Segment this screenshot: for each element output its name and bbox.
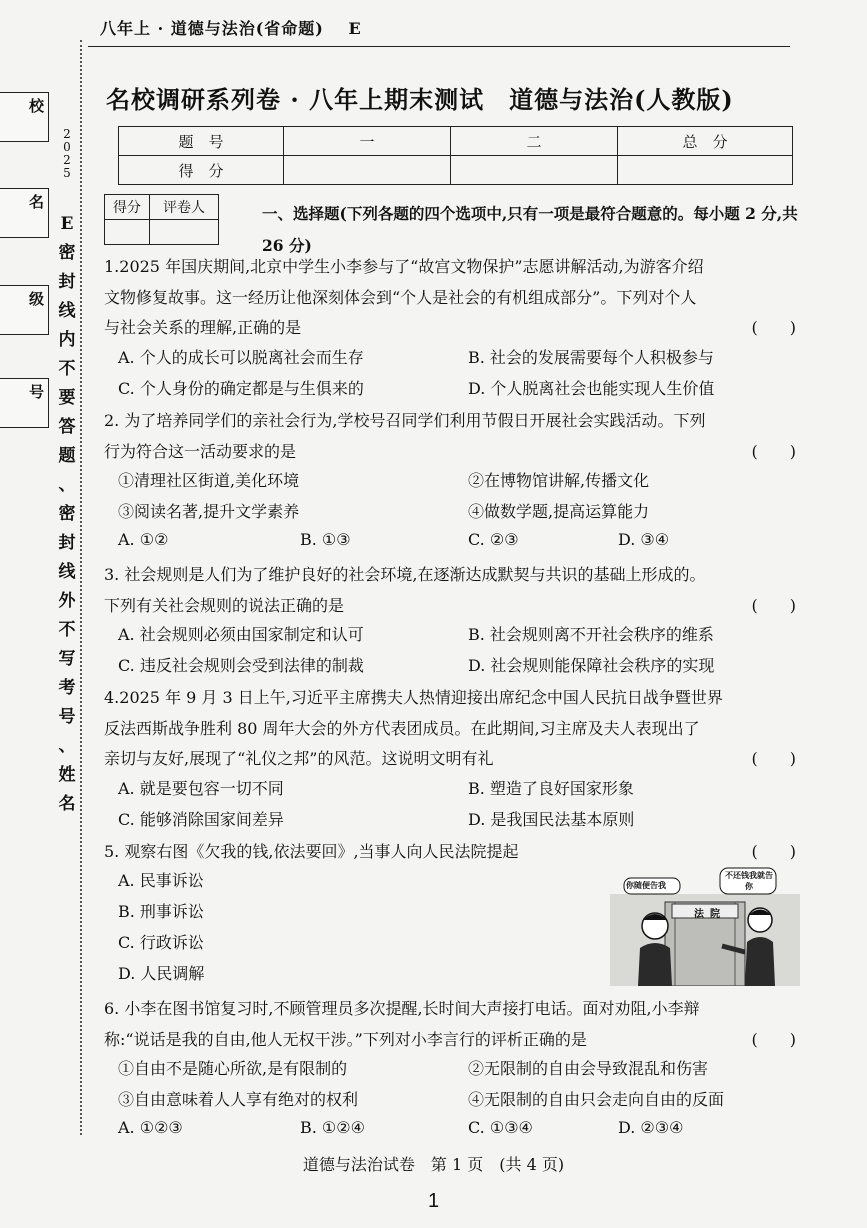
- bubble-right-text: 不还钱我就告你: [725, 870, 773, 891]
- question-line: 与社会关系的理解,正确的是: [104, 318, 302, 337]
- seal-char: 答: [58, 417, 76, 437]
- seal-char: 题: [58, 446, 76, 466]
- seal-dotted-line: [80, 40, 82, 1135]
- option-b[interactable]: B. ①③: [300, 530, 351, 549]
- year-char: 2: [63, 127, 71, 141]
- class-box: [0, 285, 49, 335]
- question-2: [104, 406, 804, 467]
- statement-1: ①自由不是随心所欲,是有限制的: [118, 1059, 348, 1078]
- seal-char: 内: [58, 330, 76, 350]
- statement-2: ②无限制的自由会导致混乱和伤害: [468, 1059, 709, 1078]
- question-4: [104, 683, 804, 775]
- option-d[interactable]: D. 是我国民法基本原则: [468, 810, 635, 829]
- class-label: 级: [28, 290, 44, 308]
- score-header-cell: 题 号: [119, 127, 284, 156]
- statement-4: ④无限制的自由只会走向自由的反面: [468, 1090, 725, 1109]
- option-a[interactable]: A. 个人的成长可以脱离社会而生存: [118, 348, 364, 367]
- seal-char: E: [60, 214, 74, 234]
- seal-char: 、: [58, 736, 76, 756]
- question-line: 6. 小李在图书馆复习时,不顾管理员多次提醒,长时间大声接打电话。面对劝阻,小李辩: [104, 999, 700, 1018]
- score-input-cell[interactable]: [451, 156, 618, 185]
- seal-char: 封: [58, 533, 76, 553]
- year-char: 2: [63, 153, 71, 167]
- statement-3: ③自由意味着人人享有绝对的权利: [118, 1090, 359, 1109]
- question-line: 反法西斯战争胜利 80 周年大会的外方代表团成员。在此期间,习主席及夫人表现出了: [104, 718, 700, 738]
- score-table: [118, 126, 793, 185]
- answer-paren[interactable]: ( ): [751, 1029, 796, 1049]
- statement-4: ④做数学题,提高运算能力: [468, 502, 650, 521]
- vertical-year: [60, 128, 74, 180]
- section-heading: 一、选择题(下列各题的四个选项中,只有一项是最符合题意的。每小题 2 分,共 26 分): [262, 204, 798, 255]
- option-c[interactable]: C. ②③: [468, 530, 519, 549]
- page-number: 1: [427, 1190, 440, 1212]
- answer-paren[interactable]: ( ): [751, 749, 796, 768]
- answer-paren[interactable]: ( ): [751, 842, 796, 861]
- header-series: [100, 16, 362, 39]
- name-box: [0, 188, 49, 238]
- statement-2: ②在博物馆讲解,传播文化: [468, 471, 650, 490]
- question-line: 下列有关社会规则的说法正确的是: [104, 595, 345, 615]
- question-line: 5. 观察右图《欠我的钱,依法要回》,当事人向人民法院提起: [104, 842, 519, 861]
- seal-line-notice: [56, 210, 78, 819]
- cartoon-illustration: [610, 866, 800, 986]
- option-a[interactable]: A. 社会规则必须由国家制定和认可: [118, 625, 364, 644]
- seal-char: 外: [58, 591, 76, 611]
- seal-char: 姓: [58, 765, 76, 785]
- name-label: 名: [28, 193, 44, 211]
- seal-char: 线: [58, 301, 76, 321]
- page-footer: 道德与法治试卷 第 1 页 (共 4 页): [302, 1155, 565, 1174]
- option-b[interactable]: B. 社会的发展需要每个人积极参与: [468, 348, 714, 367]
- grader-score-cell[interactable]: [105, 220, 150, 245]
- option-b[interactable]: B. 塑造了良好国家形象: [468, 779, 634, 798]
- question-line-last: [104, 1025, 804, 1056]
- question-line: 4.2025 年 9 月 3 日上午,习近平主席携夫人热情迎接出席纪念中国人民抗日战争暨世界: [104, 688, 723, 707]
- score-header-cell: 二: [451, 127, 618, 156]
- option-b[interactable]: B. 刑事诉讼: [118, 902, 204, 921]
- option-a[interactable]: A. 民事诉讼: [118, 871, 204, 890]
- option-c[interactable]: C. 能够消除国家间差异: [118, 810, 284, 829]
- question-line-last: [104, 591, 804, 622]
- seal-char: 名: [58, 794, 76, 814]
- grader-name-cell[interactable]: [150, 220, 219, 245]
- question-line: 2. 为了培养同学们的亲社会行为,学校号召同学们利用节假日开展社会实践活动。下列: [104, 411, 706, 430]
- seal-char: 、: [58, 475, 76, 495]
- grader-score-label: 得分: [105, 195, 150, 220]
- option-a[interactable]: A. ①②: [118, 530, 169, 549]
- year-char: 0: [63, 140, 71, 154]
- seal-char: 不: [58, 359, 76, 379]
- question-line: 亲切与友好,展现了“礼仪之邦”的风范。这说明文明有礼: [104, 749, 494, 768]
- question-6: [104, 994, 804, 1055]
- seal-char: 号: [58, 707, 76, 727]
- seal-char: 考: [58, 678, 76, 698]
- number-box: [0, 378, 49, 428]
- option-a[interactable]: A. 就是要包容一切不同: [118, 779, 284, 798]
- option-d[interactable]: D. ②③④: [618, 1118, 684, 1137]
- answer-paren[interactable]: ( ): [751, 318, 796, 337]
- question-line-last: [104, 313, 804, 344]
- question-line-last: [104, 837, 804, 868]
- question-5: [104, 837, 804, 868]
- number-label: 号: [28, 383, 44, 401]
- seal-char: 封: [58, 272, 76, 292]
- seal-char: 密: [58, 504, 76, 524]
- year-char: 5: [63, 166, 71, 180]
- seal-char: 密: [58, 243, 76, 263]
- header-code: E: [348, 19, 362, 38]
- answer-paren[interactable]: ( ): [751, 595, 796, 615]
- option-a[interactable]: A. ①②③: [118, 1118, 183, 1137]
- seal-char: 写: [58, 649, 76, 669]
- question-line: 3. 社会规则是人们为了维护良好的社会环境,在逐渐达成默契与共识的基础上形成的。: [104, 565, 706, 584]
- question-line: 文物修复故事。这一经历让他深刻体会到“个人是社会的有机组成部分”。下列对个人: [104, 287, 697, 307]
- option-d[interactable]: D. ③④: [618, 530, 670, 549]
- header-series-text: 八年上 · 道德与法治(省命题): [100, 19, 324, 38]
- option-b[interactable]: B. 社会规则离不开社会秩序的维系: [468, 625, 714, 644]
- school-box: [0, 92, 49, 142]
- option-c[interactable]: C. ①③④: [468, 1118, 533, 1137]
- header-rule: [88, 46, 790, 47]
- option-c[interactable]: C. 行政诉讼: [118, 933, 204, 952]
- question-line: 1.2025 年国庆期间,北京中学生小李参与了“故宫文物保护”志愿讲解活动,为游客介绍: [104, 257, 704, 276]
- grader-name-label: 评卷人: [150, 195, 219, 220]
- question-line: 称:“说话是我的自由,他人无权干涉。”下列对小李言行的评析正确的是: [104, 1029, 587, 1049]
- seal-char: 不: [58, 620, 76, 640]
- score-input-cell[interactable]: [618, 156, 793, 185]
- option-b[interactable]: B. ①②④: [300, 1118, 365, 1137]
- score-header-cell: 一: [284, 127, 451, 156]
- option-d[interactable]: D. 人民调解: [118, 964, 205, 983]
- score-header-cell: 总 分: [618, 127, 793, 156]
- school-label: 校: [28, 97, 44, 115]
- question-line: 行为符合这一活动要求的是: [104, 441, 297, 461]
- question-line-last: [104, 744, 804, 775]
- grader-table: [104, 194, 219, 245]
- statement-1: ①清理社区街道,美化环境: [118, 471, 300, 490]
- bubble-left-text: 你随便告我: [626, 880, 666, 890]
- answer-paren[interactable]: ( ): [751, 441, 796, 461]
- page-title: 名校调研系列卷 · 八年上期末测试 道德与法治(人教版): [106, 85, 734, 114]
- option-d[interactable]: D. 个人脱离社会也能实现人生价值: [468, 379, 715, 398]
- seal-char: 要: [58, 388, 76, 408]
- question-1: [104, 252, 804, 344]
- question-line-last: [104, 437, 804, 468]
- seal-char: 线: [58, 562, 76, 582]
- option-c[interactable]: C. 违反社会规则会受到法律的制裁: [118, 656, 364, 675]
- score-row-label: 得 分: [119, 156, 284, 185]
- statement-3: ③阅读名著,提升文学素养: [118, 502, 300, 521]
- option-d[interactable]: D. 社会规则能保障社会秩序的实现: [468, 656, 715, 675]
- score-input-cell[interactable]: [284, 156, 451, 185]
- option-c[interactable]: C. 个人身份的确定都是与生俱来的: [118, 379, 364, 398]
- court-sign: 法院: [694, 909, 726, 920]
- question-3: [104, 560, 804, 621]
